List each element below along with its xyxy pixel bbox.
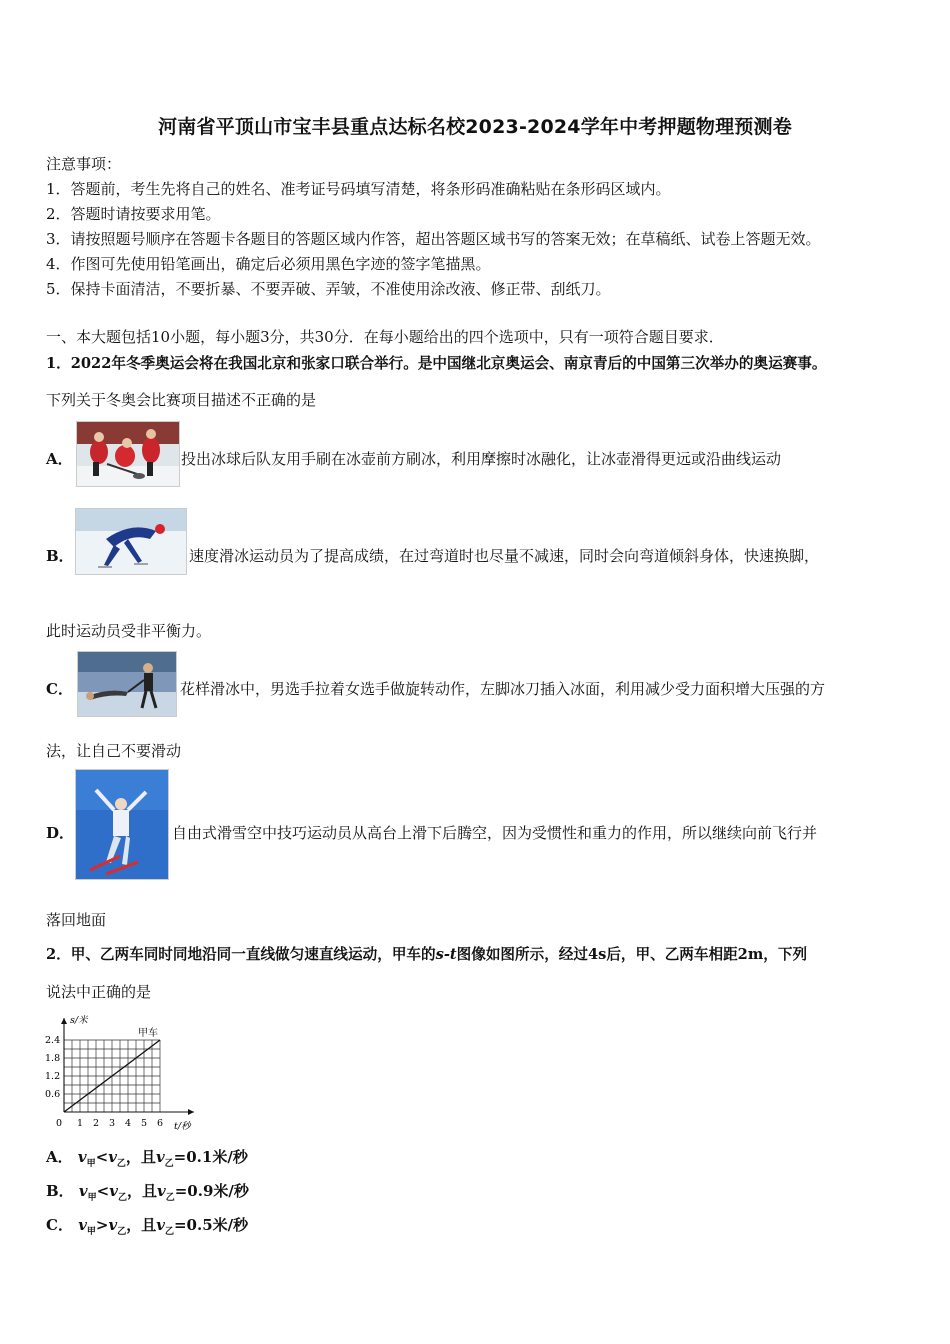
q2-option-b-s3: 乙 xyxy=(165,1193,175,1203)
y-tick-label: 1.8 xyxy=(45,1053,61,1064)
x-tick-label: 2 xyxy=(93,1118,100,1129)
q2-option-b-s2: 乙 xyxy=(117,1193,127,1203)
notice-heading: 注意事项： xyxy=(46,155,122,173)
x-tick-label: 1 xyxy=(77,1118,84,1129)
st-graph-svg xyxy=(40,1008,210,1134)
option-d-text: 自由式滑雪空中技巧运动员从高台上滑下后腾空，因为受惯性和重力的作用，所以继续向前飞行并 xyxy=(172,824,818,842)
question-1-stem: 1．2022年冬季奥运会将在我国北京和张家口联合举行。是中国继北京奥运会、南京青后的中国第三次举办的奥运赛事。 xyxy=(46,355,827,372)
q2-option-b-rel: < xyxy=(96,1182,110,1200)
q2-option-b-val: =0.9米/秒 xyxy=(174,1182,249,1200)
q2-option-c-s2: 乙 xyxy=(117,1227,127,1237)
question-2-stem-var: s-t xyxy=(435,946,457,963)
option-d-text-cont: 落回地面 xyxy=(46,911,107,929)
notice-item: 3．请按照题号顺序在答题卡各题目的答题区域内作答，超出答题区域书写的答案无效；在草稿纸、试卷上答题无效。 xyxy=(46,230,821,248)
aerial-skiing-photo xyxy=(75,769,169,880)
q2-option-c-v1: v xyxy=(78,1216,87,1234)
y-tick-label: 2.4 xyxy=(45,1035,61,1046)
x-tick-label: 4 xyxy=(125,1118,132,1129)
q2-option-a-v1: v xyxy=(77,1148,87,1166)
q2-option-a-s3: 乙 xyxy=(164,1159,174,1169)
q2-option-c-v3: v xyxy=(156,1216,165,1234)
q2-option-a-v3: v xyxy=(155,1148,165,1166)
notice-item: 2．答题时请按要求用笔。 xyxy=(46,205,221,223)
st-graph xyxy=(40,1008,210,1134)
q2-option-c-val: =0.5米/秒 xyxy=(173,1216,249,1234)
q2-option-a-val: =0.1米/秒 xyxy=(173,1148,248,1166)
option-b-text: 速度滑冰运动员为了提高成绩，在过弯道时也尽量不减速，同时会向弯道倾斜身体，快速换脚， xyxy=(189,547,820,565)
q2-option-c-s1: 甲 xyxy=(86,1227,96,1237)
q2-option-b-label: B． xyxy=(46,1182,74,1200)
q2-option-a-v2: v xyxy=(108,1148,117,1166)
speed-skating-photo xyxy=(75,508,187,575)
series-label-jia: 甲车 xyxy=(138,1028,158,1039)
q2-option-b-v3: v xyxy=(156,1182,166,1200)
q2-option-a-s2: 乙 xyxy=(116,1159,126,1169)
q2-option-c-rel: > xyxy=(95,1216,109,1234)
q2-option-c-s3: 乙 xyxy=(164,1227,174,1237)
q2-option-a-s1: 甲 xyxy=(86,1159,96,1169)
figure-skating-photo xyxy=(77,651,177,717)
question-2-stem-cont: 说法中正确的是 xyxy=(46,983,152,1001)
origin-label: 0 xyxy=(56,1118,63,1129)
y-axis-arrow xyxy=(61,1018,67,1024)
y-tick-label: 1.2 xyxy=(45,1071,61,1082)
option-b-text-cont: 此时运动员受非平衡力。 xyxy=(46,622,212,640)
q2-option-c-label: C． xyxy=(46,1216,73,1234)
option-a-label: A． xyxy=(46,450,73,468)
x-tick-label: 3 xyxy=(109,1118,116,1129)
q2-option-c-v2: v xyxy=(108,1216,118,1234)
q2-option-a-rel: < xyxy=(95,1148,109,1166)
x-tick-label: 6 xyxy=(157,1118,164,1129)
y-axis-label: s/米 xyxy=(70,1015,88,1026)
q2-option-a-mid: ，且 xyxy=(125,1148,156,1166)
q2-option-b-v1: v xyxy=(78,1182,88,1200)
x-tick-label: 5 xyxy=(141,1118,148,1129)
option-a-text: 投出冰球后队友用手刷在冰壶前方刷冰，利用摩擦时冰融化，让冰壶滑得更远或沿曲线运动 xyxy=(181,450,782,468)
q2-option-a xyxy=(46,1146,248,1169)
page-title: 河南省平顶山市宝丰县重点达标名校2023-2024学年中考押题物理预测卷 xyxy=(158,116,792,138)
x-axis-label: t/秒 xyxy=(174,1121,191,1132)
option-c-text-cont: 法，让自己不要滑动 xyxy=(46,742,182,760)
q2-option-a-label: A． xyxy=(46,1148,73,1166)
q2-option-b-v2: v xyxy=(109,1182,118,1200)
option-c-text: 花样滑冰中，男选手拉着女选手做旋转动作，左脚冰刀插入冰面，利用减少受力面积增大压强的方 xyxy=(180,680,826,698)
q2-option-c-mid: ，且 xyxy=(126,1216,157,1234)
option-b-label: B． xyxy=(46,547,74,565)
question-2-stem-post: 图像如图所示，经过4s后，甲、乙两车相距2m，下列 xyxy=(456,946,808,963)
q2-option-b-mid: ，且 xyxy=(126,1182,157,1200)
q2-option-c xyxy=(46,1214,248,1237)
option-c-label: C． xyxy=(46,680,73,698)
option-d-label: D． xyxy=(46,824,75,842)
x-axis-arrow xyxy=(188,1109,194,1115)
question-2-stem-pre: 2．甲、乙两车同时同地沿同一直线做匀速直线运动，甲车的 xyxy=(46,946,436,963)
section-heading: 一、本大题包括10小题，每小题3分，共30分．在每小题给出的四个选项中，只有一项符合题目要求． xyxy=(46,328,724,346)
question-1-stem-cont: 下列关于冬奥会比赛项目描述不正确的是 xyxy=(46,391,317,409)
curling-photo xyxy=(76,421,180,487)
question-2-stem xyxy=(46,943,807,964)
notice-item: 5．保持卡面清洁，不要折暴、不要弄破、弄皱，不准使用涂改液、修正带、刮纸刀。 xyxy=(46,280,611,298)
notice-item: 4．作图可先使用铅笔画出，确定后必须用黑色字迹的签字笔描黑。 xyxy=(46,255,491,273)
q2-option-b xyxy=(46,1180,249,1203)
q2-option-b-s1: 甲 xyxy=(87,1193,97,1203)
y-tick-label: 0.6 xyxy=(45,1089,61,1100)
notice-item: 1．答题前，考生先将自己的姓名、准考证号码填写清楚，将条形码准确粘贴在条形码区域内。 xyxy=(46,180,671,198)
